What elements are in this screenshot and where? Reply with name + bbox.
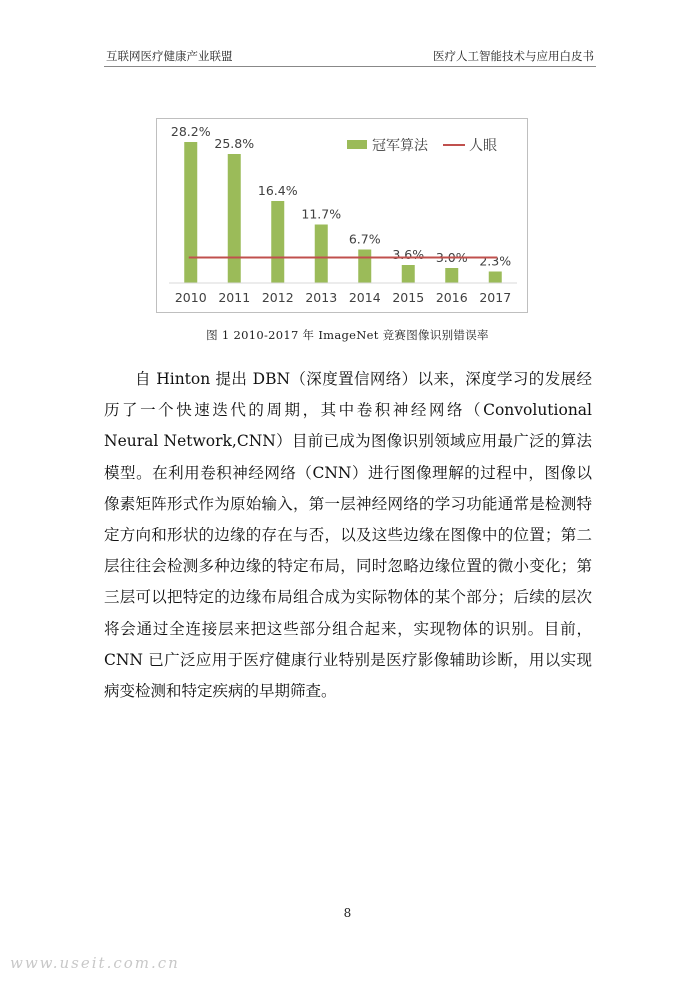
x-tick-2012: 2012 bbox=[261, 290, 294, 305]
x-tick-2011: 2011 bbox=[218, 290, 251, 305]
x-tick-2016: 2016 bbox=[435, 290, 468, 305]
header-organization: 互联网医疗健康产业联盟 bbox=[106, 49, 233, 63]
header-divider bbox=[104, 66, 596, 67]
x-tick-2015: 2015 bbox=[392, 290, 425, 305]
legend-label-bar: 冠军算法 bbox=[372, 138, 428, 154]
chart-canvas bbox=[157, 119, 527, 312]
data-label-2016: 3.0% bbox=[435, 250, 468, 265]
legend-swatch-bar bbox=[347, 140, 367, 149]
bar-2017 bbox=[489, 272, 502, 284]
bar-2016 bbox=[445, 268, 458, 283]
header-document-title: 医疗人工智能技术与应用白皮书 bbox=[433, 49, 594, 63]
data-label-2014: 6.7% bbox=[348, 231, 381, 247]
data-label-2013: 11.7% bbox=[301, 206, 342, 222]
figure-caption: 图 1 2010-2017 年 ImageNet 竞赛图像识别错误率 bbox=[206, 328, 489, 342]
error-rate-chart bbox=[156, 118, 528, 313]
data-label-2011: 25.8% bbox=[214, 136, 255, 151]
page-number: 8 bbox=[343, 906, 352, 920]
x-tick-2017: 2017 bbox=[479, 290, 512, 305]
data-label-2015: 3.6% bbox=[392, 247, 425, 262]
bar-2015 bbox=[402, 265, 415, 283]
legend-label-line: 人眼 bbox=[469, 138, 497, 154]
x-tick-labels bbox=[175, 290, 511, 305]
bar-2012 bbox=[271, 201, 284, 283]
x-tick-2013: 2013 bbox=[305, 290, 338, 305]
data-label-2012: 16.4% bbox=[257, 183, 298, 198]
watermark: www.useit.com.cn bbox=[10, 954, 180, 972]
bar-2010 bbox=[184, 142, 197, 283]
page-header bbox=[104, 48, 596, 66]
bar-2011 bbox=[228, 154, 241, 283]
body-paragraph-block bbox=[104, 364, 592, 707]
data-label-2010: 28.2% bbox=[170, 124, 211, 139]
x-tick-2014: 2014 bbox=[348, 290, 381, 305]
body-paragraph: 自 Hinton 提出 DBN（深度置信网络）以来，深度学习的发展经历了一个快速迭代的周期，其中卷积神经网络（Convolutional Neural Network,CNN）目前已成为图像识别领域应用最广泛的算法模型。在利用卷积神经网络（CNN）进行图像理解的过程中，图像以像素矩阵形式作为原始输入，第一层神经网络的学习功能通常是检测特定方向和形状的边缘的存在与否，以及这些边缘在图像中的位置；第二层往往会检测多种边缘的特定布局，同时忽略边缘位置的微小变化；第三层可以把特定的边缘布局组合成为实际物体的某个部分；后续的层次将会通过全连接层来把这些部分组合起来，实现物体的识别。目前，CNN 已广泛应用于医疗健康行业特别是医疗影像辅助诊断，用以实现病变检测和特定疾病的早期筛查。 bbox=[104, 370, 592, 701]
bar-2013 bbox=[315, 225, 328, 284]
bar-2014 bbox=[358, 250, 371, 284]
chart-legend bbox=[347, 137, 497, 154]
data-label-2017: 2.3% bbox=[479, 253, 512, 269]
x-tick-2010: 2010 bbox=[174, 290, 207, 305]
